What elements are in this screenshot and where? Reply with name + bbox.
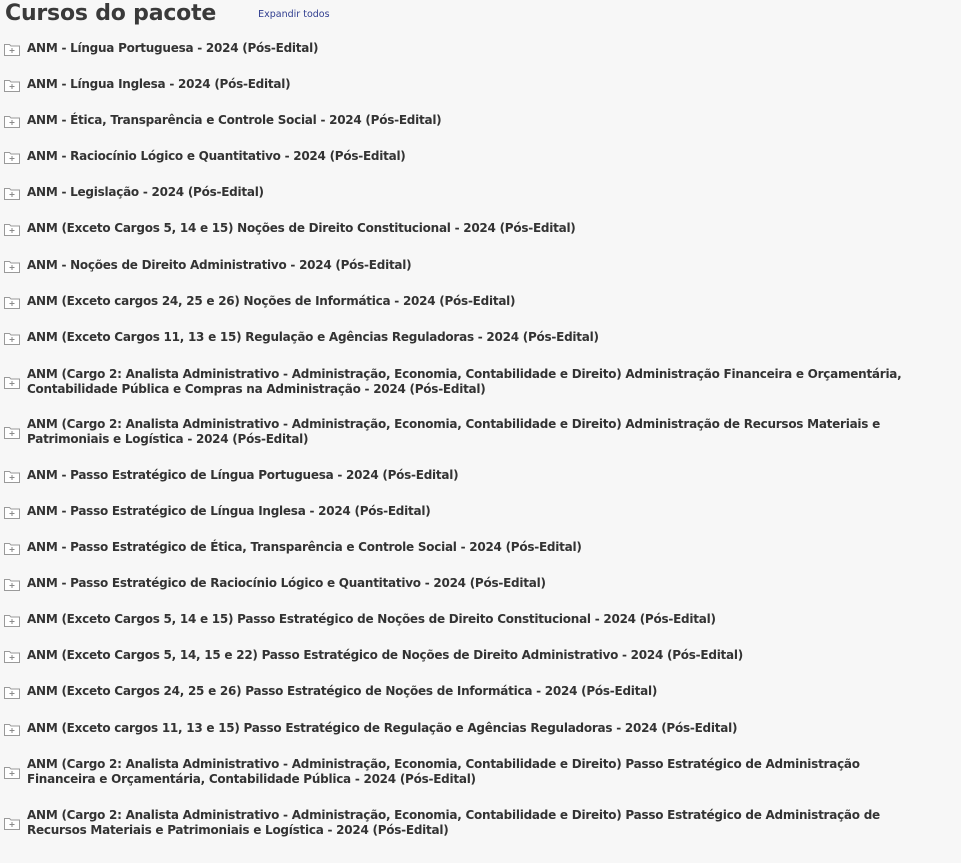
expand-folder-icon[interactable] bbox=[4, 817, 20, 830]
expand-folder-icon[interactable] bbox=[4, 470, 20, 483]
course-item[interactable] bbox=[4, 294, 954, 310]
expand-folder-icon[interactable] bbox=[4, 578, 20, 591]
course-item[interactable] bbox=[4, 756, 954, 788]
course-title[interactable]: ANM - Noções de Direito Administrativo - 2024 (Pós-Edital) bbox=[27, 258, 412, 273]
course-title[interactable]: ANM - Língua Inglesa - 2024 (Pós-Edital) bbox=[27, 77, 291, 92]
expand-folder-icon[interactable] bbox=[4, 506, 20, 519]
course-title[interactable]: ANM (Exceto Cargos 5, 14, 15 e 22) Passo Estratégico de Noções de Direito Administrativo - 2024 (Pós-Edital) bbox=[27, 648, 743, 663]
course-item[interactable] bbox=[4, 258, 954, 274]
course-title[interactable]: ANM - Passo Estratégico de Ética, Transparência e Controle Social - 2024 (Pós-Edital) bbox=[27, 540, 582, 555]
course-item[interactable] bbox=[4, 221, 954, 237]
expand-folder-icon[interactable] bbox=[4, 614, 20, 627]
expand-folder-icon[interactable] bbox=[4, 115, 20, 128]
course-item[interactable] bbox=[4, 648, 954, 664]
expand-folder-icon[interactable] bbox=[4, 43, 20, 56]
course-title[interactable]: ANM (Cargo 2: Analista Administrativo - Administração, Economia, Contabilidade e Direito) Administração Financeira e Orçamentária, Contabilidade Pública e Compras na Administração - 2024 (Pós-Edital) bbox=[27, 366, 902, 396]
expand-folder-icon[interactable] bbox=[4, 187, 20, 200]
section-header bbox=[5, 0, 330, 26]
course-title[interactable]: ANM (Cargo 2: Analista Administrativo - Administração, Economia, Contabilidade e Direito) Administração de Recursos Materiais e Patrimoniais e Logística - 2024 (Pós-Edital) bbox=[27, 416, 880, 446]
course-title[interactable]: ANM (Cargo 2: Analista Administrativo - Administração, Economia, Contabilidade e Direito) Passo Estratégico de Administração Financeira e Orçamentária, Contabilidade Pública - 2024 (Pós-Edital) bbox=[27, 756, 860, 786]
page-title: Cursos do pacote bbox=[5, 0, 217, 26]
course-title[interactable]: ANM - Passo Estratégico de Língua Inglesa - 2024 (Pós-Edital) bbox=[27, 504, 431, 519]
course-item[interactable] bbox=[4, 612, 954, 628]
course-item[interactable] bbox=[4, 77, 954, 93]
course-title[interactable]: ANM (Exceto cargos 24, 25 e 26) Noções de Informática - 2024 (Pós-Edital) bbox=[27, 294, 516, 309]
course-title[interactable]: ANM - Língua Portuguesa - 2024 (Pós-Edital) bbox=[27, 41, 319, 56]
course-item[interactable] bbox=[4, 684, 954, 700]
course-item[interactable] bbox=[4, 366, 954, 398]
expand-folder-icon[interactable] bbox=[4, 79, 20, 92]
expand-folder-icon[interactable] bbox=[4, 296, 20, 309]
course-item[interactable] bbox=[4, 576, 954, 592]
course-item[interactable] bbox=[4, 330, 954, 346]
course-title[interactable]: ANM - Passo Estratégico de Língua Portuguesa - 2024 (Pós-Edital) bbox=[27, 468, 459, 483]
course-title[interactable]: ANM - Passo Estratégico de Raciocínio Lógico e Quantitativo - 2024 (Pós-Edital) bbox=[27, 576, 546, 591]
course-item[interactable] bbox=[4, 41, 954, 57]
course-item[interactable] bbox=[4, 416, 954, 448]
course-title[interactable]: ANM - Raciocínio Lógico e Quantitativo - 2024 (Pós-Edital) bbox=[27, 149, 406, 164]
course-item[interactable] bbox=[4, 149, 954, 165]
expand-folder-icon[interactable] bbox=[4, 723, 20, 736]
expand-folder-icon[interactable] bbox=[4, 766, 20, 779]
expand-folder-icon[interactable] bbox=[4, 332, 20, 345]
course-item[interactable] bbox=[4, 721, 954, 737]
course-item[interactable] bbox=[4, 807, 954, 839]
expand-folder-icon[interactable] bbox=[4, 426, 20, 439]
course-title[interactable]: ANM (Cargo 2: Analista Administrativo - Administração, Economia, Contabilidade e Direito) Passo Estratégico de Administração de Recursos Materiais e Patrimoniais e Logística - 2024 (Pós-Edital) bbox=[27, 807, 880, 837]
course-title[interactable]: ANM - Ética, Transparência e Controle Social - 2024 (Pós-Edital) bbox=[27, 113, 442, 128]
course-item[interactable] bbox=[4, 540, 954, 556]
course-title[interactable]: ANM (Exceto cargos 11, 13 e 15) Passo Estratégico de Regulação e Agências Reguladoras - 2024 (Pós-Edital) bbox=[27, 721, 738, 736]
course-item[interactable] bbox=[4, 113, 954, 129]
expand-folder-icon[interactable] bbox=[4, 151, 20, 164]
expand-all-link[interactable]: Expandir todos bbox=[258, 8, 330, 20]
course-item[interactable] bbox=[4, 185, 954, 201]
course-title[interactable]: ANM (Exceto Cargos 24, 25 e 26) Passo Estratégico de Noções de Informática - 2024 (Pós-Edital) bbox=[27, 684, 658, 699]
course-title[interactable]: ANM (Exceto Cargos 5, 14 e 15) Noções de Direito Constitucional - 2024 (Pós-Edital) bbox=[27, 221, 576, 236]
expand-folder-icon[interactable] bbox=[4, 650, 20, 663]
expand-folder-icon[interactable] bbox=[4, 686, 20, 699]
expand-folder-icon[interactable] bbox=[4, 376, 20, 389]
expand-folder-icon[interactable] bbox=[4, 260, 20, 273]
course-title[interactable]: ANM - Legislação - 2024 (Pós-Edital) bbox=[27, 185, 264, 200]
expand-folder-icon[interactable] bbox=[4, 542, 20, 555]
course-title[interactable]: ANM (Exceto Cargos 5, 14 e 15) Passo Estratégico de Noções de Direito Constitucional - 2024 (Pós-Edital) bbox=[27, 612, 716, 627]
expand-folder-icon[interactable] bbox=[4, 223, 20, 236]
course-item[interactable] bbox=[4, 504, 954, 520]
course-title[interactable]: ANM (Exceto Cargos 11, 13 e 15) Regulação e Agências Reguladoras - 2024 (Pós-Edital) bbox=[27, 330, 599, 345]
course-item[interactable] bbox=[4, 468, 954, 484]
